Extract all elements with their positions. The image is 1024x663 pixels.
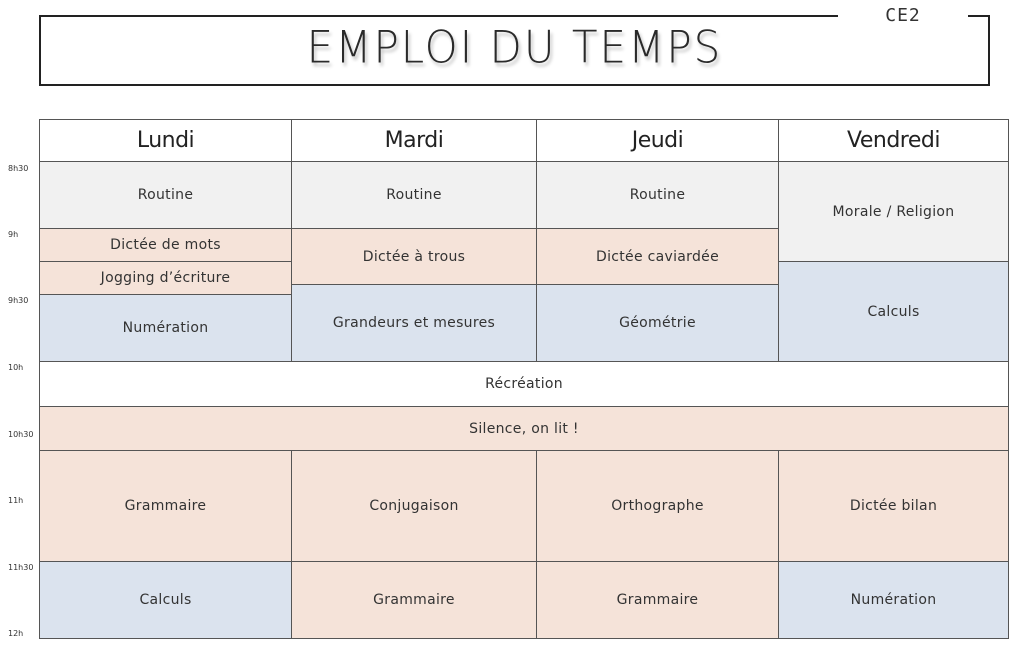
lesson-mardi-routine: Routine: [291, 161, 537, 229]
day-header-vendredi: Vendredi: [778, 119, 1009, 162]
time-label: 12h: [8, 629, 24, 638]
lesson-jeudi-orthographe: Orthographe: [536, 450, 779, 562]
lesson-vendredi-calculs: Calculs: [778, 261, 1009, 362]
lesson-jeudi-grammaire: Grammaire: [536, 561, 779, 639]
time-label: 10h30: [8, 430, 34, 439]
day-header-mardi: Mardi: [291, 119, 537, 162]
time-label: 11h30: [8, 563, 34, 572]
lesson-lundi-jogging: Jogging d’écriture: [39, 261, 292, 295]
day-header-jeudi: Jeudi: [536, 119, 779, 162]
lesson-vendredi-numeration: Numération: [778, 561, 1009, 639]
silence-reading-row: Silence, on lit !: [39, 406, 1009, 451]
lesson-lundi-routine: Routine: [39, 161, 292, 229]
lesson-lundi-dictee: Dictée de mots: [39, 228, 292, 262]
time-label: 9h: [8, 230, 19, 239]
lesson-jeudi-routine: Routine: [536, 161, 779, 229]
lesson-jeudi-geometrie: Géométrie: [536, 284, 779, 362]
lesson-mardi-grandeurs: Grandeurs et mesures: [291, 284, 537, 362]
time-label: 9h30: [8, 296, 29, 305]
lesson-lundi-grammaire: Grammaire: [39, 450, 292, 562]
lesson-jeudi-dictee: Dictée caviardée: [536, 228, 779, 285]
lesson-lundi-numeration: Numération: [39, 294, 292, 362]
day-header-lundi: Lundi: [39, 119, 292, 162]
lesson-mardi-dictee: Dictée à trous: [291, 228, 537, 285]
lesson-mardi-conjugaison: Conjugaison: [291, 450, 537, 562]
recreation-row: Récréation: [39, 361, 1009, 407]
lesson-vendredi-morale: Morale / Religion: [778, 161, 1009, 262]
lesson-lundi-calculs: Calculs: [39, 561, 292, 639]
page-title: EMPLOI DU TEMPS: [306, 21, 723, 74]
class-level: CE2: [885, 5, 921, 26]
time-label: 10h: [8, 363, 24, 372]
lesson-mardi-grammaire: Grammaire: [291, 561, 537, 639]
time-label: 8h30: [8, 164, 29, 173]
lesson-vendredi-dictee-bilan: Dictée bilan: [778, 450, 1009, 562]
time-label: 11h: [8, 496, 24, 505]
